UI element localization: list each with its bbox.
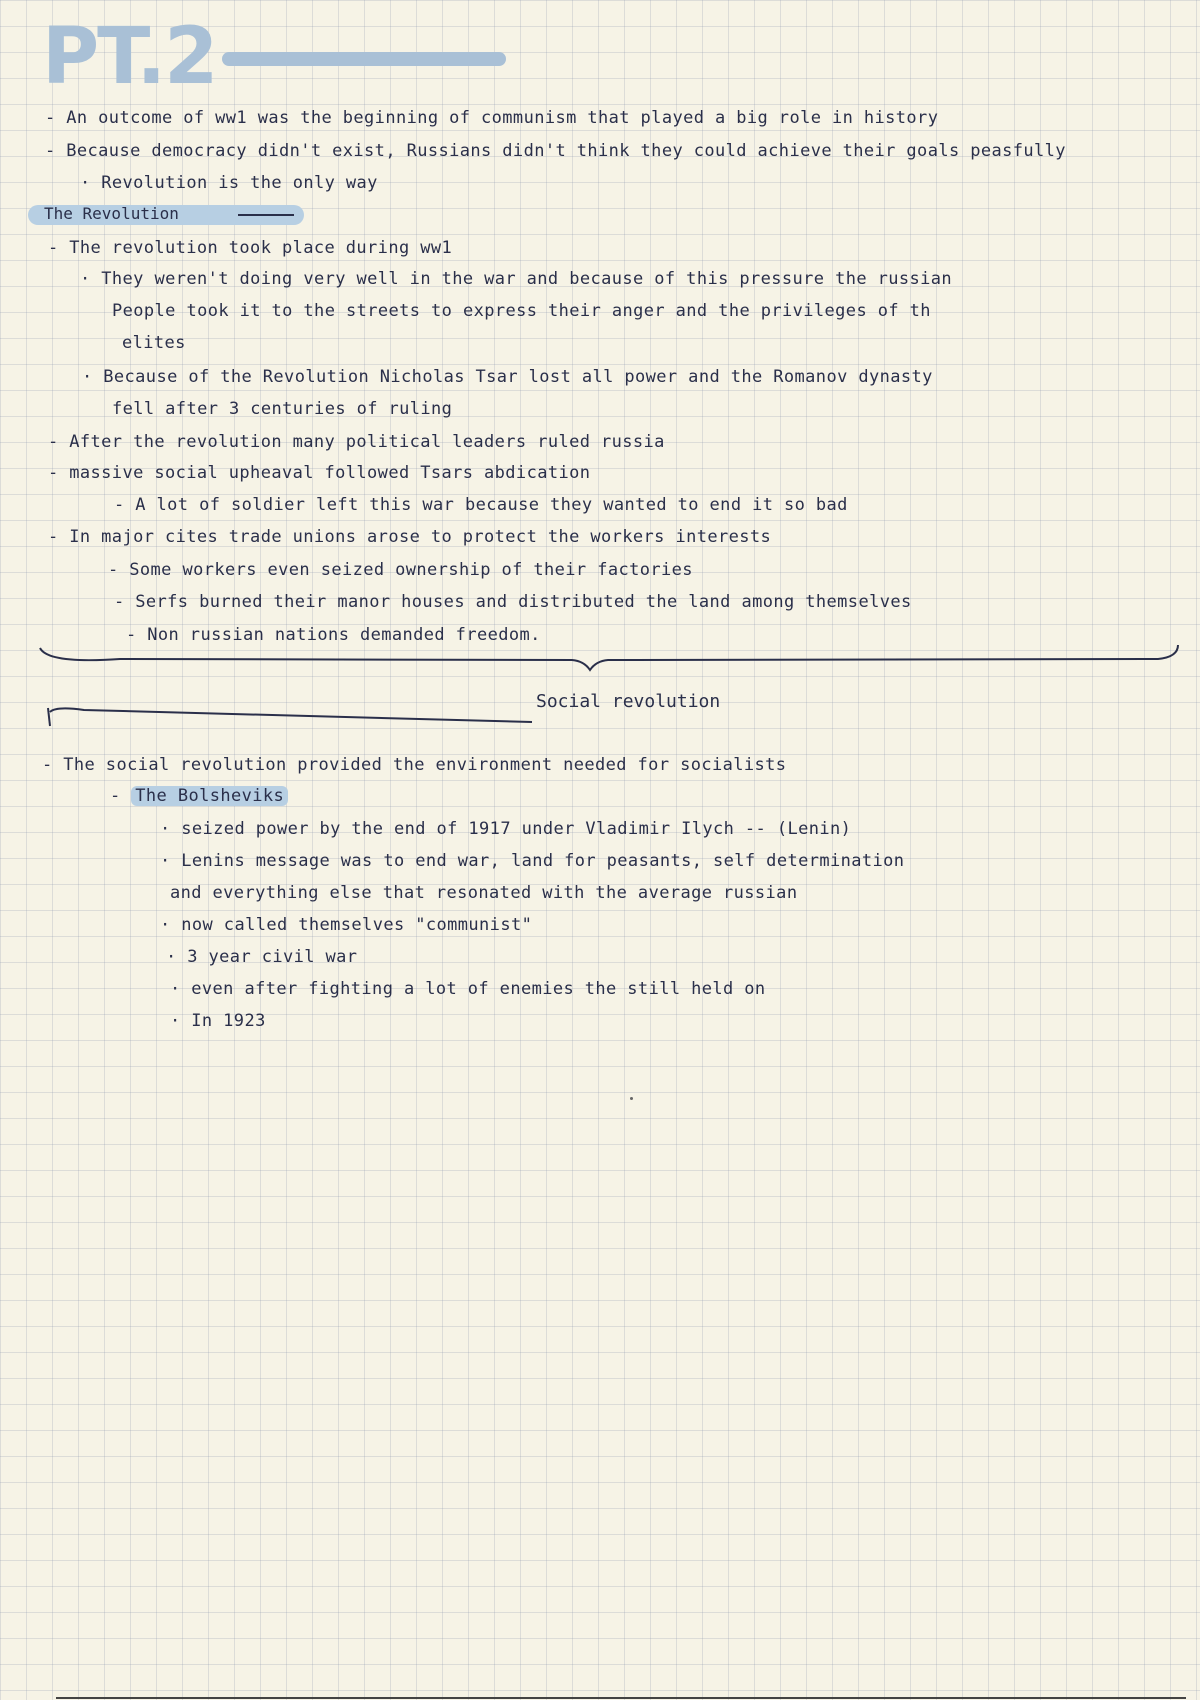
- stray-dot: [630, 1097, 633, 1100]
- page-title: PT.2: [42, 12, 217, 102]
- revolution-line-1: - The revolution took place during ww1: [48, 238, 453, 258]
- revolution-line-3: People took it to the streets to express their anger and the privileges of th: [112, 301, 931, 321]
- social-line-3: · seized power by the end of 1917 under Vladimir Ilych -- (Lenin): [160, 819, 852, 839]
- social-line-2: [110, 785, 288, 807]
- social-line-9: · In 1923: [170, 1011, 266, 1031]
- revolution-line-12: - Serfs burned their manor houses and distributed the land among themselves: [114, 592, 912, 612]
- social-line-4: · Lenins message was to end war, land for peasants, self determination: [160, 851, 905, 871]
- social-line-7: · 3 year civil war: [166, 947, 358, 967]
- revolution-line-8: - massive social upheaval followed Tsars abdication: [48, 463, 591, 483]
- social-line-8: · even after fighting a lot of enemies the still held on: [170, 979, 766, 999]
- intro-line-3: · Revolution is the only way: [80, 173, 378, 193]
- revolution-line-5: · Because of the Revolution Nicholas Tsar lost all power and the Romanov dynasty: [82, 367, 933, 387]
- social-line-5: and everything else that resonated with the average russian: [170, 883, 798, 903]
- social-line-1: - The social revolution provided the environment needed for socialists: [42, 755, 787, 775]
- social-revolution-label: Social revolution: [536, 691, 721, 712]
- revolution-line-9: - A lot of soldier left this war because they wanted to end it so bad: [114, 495, 848, 515]
- intro-line-2: - Because democracy didn't exist, Russians didn't think they could achieve their goals peasfully: [45, 141, 1066, 161]
- social-line-6: · now called themselves "communist": [160, 915, 533, 935]
- brace-lines: [0, 0, 1200, 760]
- social-line-2-prefix: -: [110, 786, 132, 806]
- revolution-line-7: - After the revolution many political leaders ruled russia: [48, 432, 665, 452]
- section-heading: The Revolution: [44, 204, 179, 223]
- revolution-line-6: fell after 3 centuries of ruling: [112, 399, 453, 419]
- revolution-line-2: · They weren't doing very well in the war and because of this pressure the russian: [80, 269, 953, 289]
- intro-line-1: - An outcome of ww1 was the beginning of communism that played a big role in history: [45, 108, 939, 128]
- bottom-rule: [56, 1697, 1186, 1699]
- revolution-line-11: - Some workers even seized ownership of their factories: [108, 560, 693, 580]
- revolution-line-13: - Non russian nations demanded freedom.: [126, 625, 541, 645]
- revolution-line-4: elites: [122, 333, 186, 353]
- bolsheviks-highlight: The Bolsheviks: [131, 786, 288, 806]
- revolution-line-10: - In major cites trade unions arose to protect the workers interests: [48, 527, 772, 547]
